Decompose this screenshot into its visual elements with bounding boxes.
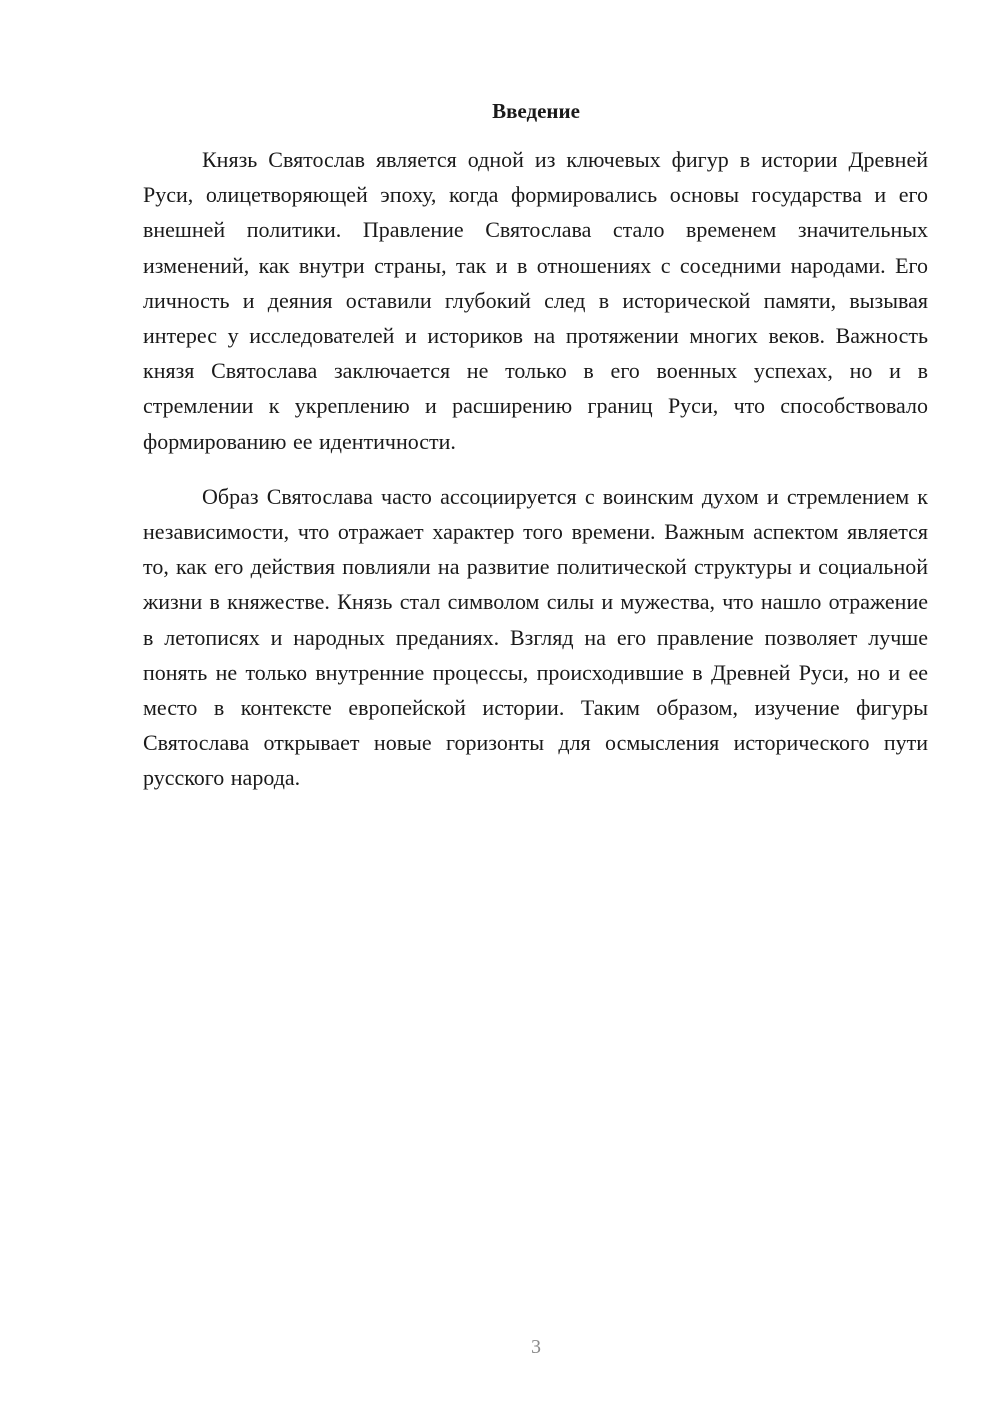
body-text [143, 142, 928, 796]
page-number: 3 [531, 1336, 541, 1358]
paragraph-1: Князь Святослав является одной из ключевых фигур в истории Древней Руси, олицетворяющей эпоху, когда формировались основы государства и его внешней политики. Правление Святослава стало временем значительных изменений, как внутри страны, так и в отношениях с соседними народами. Его личность и деяния оставили глубокий след в исторической памяти, вызывая интерес у исследователей и историков на протяжении многих веков. Важность князя Святослава заключается не только в его военных успехах, но и в стремлении к укреплению и расширению границ Руси, что способствовало формированию ее идентичности. [143, 147, 928, 454]
paragraph-2: Образ Святослава часто ассоциируется с воинским духом и стремлением к независимости, что отражает характер того времени. Важным аспектом является то, как его действия повлияли на развитие политической структуры и социальной жизни в княжестве. Князь стал символом силы и мужества, что нашло отражение в летописях и народных преданиях. Взгляд на его правление позволяет лучше понять не только внутренние процессы, происходившие в Древней Руси, но и ее место в контексте европейской истории. Таким образом, изучение фигуры Святослава открывает новые горизонты для осмысления исторического пути русского народа. [143, 483, 928, 791]
section-heading: Введение [492, 99, 580, 123]
